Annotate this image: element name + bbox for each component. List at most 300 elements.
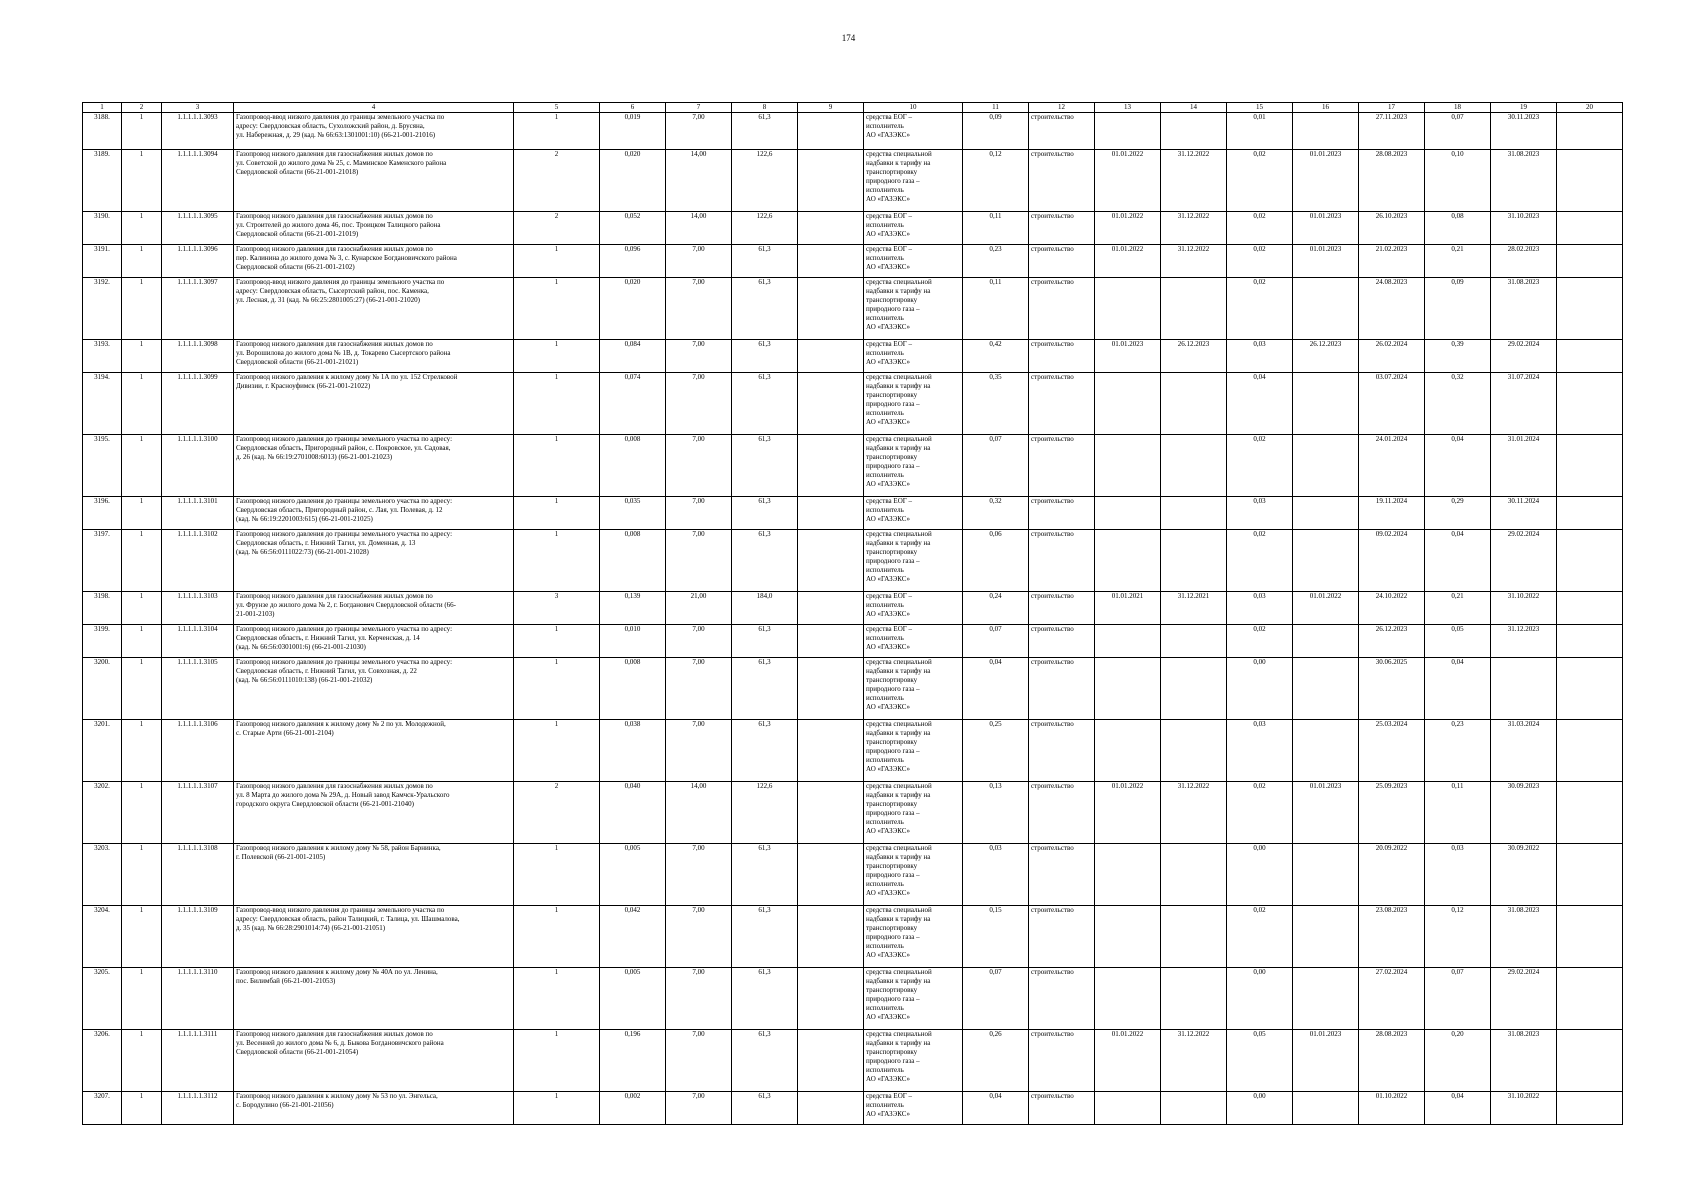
col-20-cell [1557,968,1623,1030]
object-code-cell: 1.1.1.1.1.3101 [162,497,234,530]
col-7-cell: 7,00 [666,625,732,658]
col-6-cell: 0,008 [600,530,666,592]
col-7-cell: 14,00 [666,782,732,844]
col-11-cell: 0,15 [963,906,1029,968]
col-18-cell: 0,39 [1425,340,1491,373]
col-20-cell [1557,720,1623,782]
col-2-cell: 1 [122,1030,162,1092]
col-20-cell [1557,435,1623,497]
col-17-cell: 09.02.2024 [1359,530,1425,592]
col-7-cell: 7,00 [666,497,732,530]
col-13-cell: 01.01.2022 [1095,1030,1161,1092]
col-6-cell: 0,002 [600,1092,666,1125]
col-13-cell [1095,720,1161,782]
col-8-cell: 61,3 [732,497,798,530]
col-16-cell [1293,435,1359,497]
table-row [83,150,1623,212]
col-8-cell: 61,3 [732,1030,798,1092]
work-type-cell: строительство [1029,844,1095,906]
col-14-cell: 31.12.2022 [1161,782,1227,844]
col-18-cell: 0,03 [1425,844,1491,906]
col-19-cell: 31.10.2022 [1491,592,1557,625]
col-14-cell [1161,1092,1227,1125]
col-8-cell: 61,3 [732,113,798,150]
row-number-cell: 3195. [83,435,122,497]
col-5-cell: 1 [514,1092,600,1125]
col-2-cell: 1 [122,906,162,968]
col-13-cell [1095,844,1161,906]
col-14-cell: 31.12.2022 [1161,150,1227,212]
col-7-cell: 14,00 [666,212,732,245]
col-15-cell: 0,02 [1227,150,1293,212]
column-header-10: 10 [864,103,963,113]
col-5-cell: 1 [514,245,600,278]
col-14-cell [1161,906,1227,968]
col-2-cell: 1 [122,658,162,720]
col-2-cell: 1 [122,530,162,592]
col-20-cell [1557,906,1623,968]
object-code-cell: 1.1.1.1.1.3093 [162,113,234,150]
col-19-cell: 31.08.2023 [1491,150,1557,212]
col-6-cell: 0,008 [600,658,666,720]
col-8-cell: 61,3 [732,245,798,278]
col-5-cell: 2 [514,150,600,212]
col-16-cell [1293,530,1359,592]
work-type-cell: строительство [1029,658,1095,720]
col-8-cell: 122,6 [732,212,798,245]
col-20-cell [1557,150,1623,212]
object-code-cell: 1.1.1.1.1.3095 [162,212,234,245]
col-13-cell [1095,658,1161,720]
row-number-cell: 3191. [83,245,122,278]
col-6-cell: 0,008 [600,435,666,497]
col-16-cell: 01.01.2023 [1293,782,1359,844]
col-15-cell: 0,03 [1227,720,1293,782]
column-header-20: 20 [1557,103,1623,113]
col-11-cell: 0,42 [963,340,1029,373]
funding-source-cell: средства специальной надбавки к тарифу на транспортировку природного газа – исполнитель АО «ГАЗЭКС» [864,906,963,968]
object-name-cell: Газопровод низкого давления до границы земельного участка по адресу: Свердловская область, Пригородный район, с. Покровское, ул. Садовая, д. 26 (кад. № 66:19:2701008:6013) (66-21-001-21023) [234,435,514,497]
col-13-cell: 01.01.2022 [1095,150,1161,212]
column-header-4: 4 [234,103,514,113]
col-5-cell: 1 [514,278,600,340]
col-16-cell [1293,278,1359,340]
funding-source-cell: средства ЕОГ – исполнитель АО «ГАЗЭКС» [864,212,963,245]
col-17-cell: 26.12.2023 [1359,625,1425,658]
object-name-cell: Газопровод-ввод низкого давления до границы земельного участка по адресу: Свердловская область, Сысертский район, пос. Каменка, ул. Лесная, д. 31 (кад. № 66:25:2801005:27) (66-21-001-21020) [234,278,514,340]
col-19-cell: 31.12.2023 [1491,625,1557,658]
col-11-cell: 0,09 [963,113,1029,150]
col-6-cell: 0,139 [600,592,666,625]
col-16-cell [1293,720,1359,782]
col-8-cell: 61,3 [732,906,798,968]
col-2-cell: 1 [122,968,162,1030]
col-15-cell: 0,02 [1227,530,1293,592]
col-15-cell: 0,02 [1227,906,1293,968]
col-8-cell: 184,0 [732,592,798,625]
object-code-cell: 1.1.1.1.1.3112 [162,1092,234,1125]
table-row [83,435,1623,497]
col-18-cell: 0,04 [1425,530,1491,592]
col-15-cell: 0,03 [1227,497,1293,530]
row-number-cell: 3199. [83,625,122,658]
col-14-cell [1161,113,1227,150]
col-16-cell: 01.01.2023 [1293,212,1359,245]
col-19-cell: 30.11.2023 [1491,113,1557,150]
column-number-row [83,103,1623,113]
col-16-cell [1293,658,1359,720]
funding-source-cell: средства ЕОГ – исполнитель АО «ГАЗЭКС» [864,1092,963,1125]
col-13-cell [1095,968,1161,1030]
col-18-cell: 0,04 [1425,1092,1491,1125]
col-6-cell: 0,196 [600,1030,666,1092]
col-9-cell [798,530,864,592]
col-11-cell: 0,06 [963,530,1029,592]
col-2-cell: 1 [122,592,162,625]
col-20-cell [1557,373,1623,435]
col-7-cell: 7,00 [666,278,732,340]
col-17-cell: 19.11.2024 [1359,497,1425,530]
col-18-cell: 0,21 [1425,592,1491,625]
col-11-cell: 0,07 [963,625,1029,658]
funding-source-cell: средства специальной надбавки к тарифу на транспортировку природного газа – исполнитель АО «ГАЗЭКС» [864,968,963,1030]
col-17-cell: 23.08.2023 [1359,906,1425,968]
row-number-cell: 3188. [83,113,122,150]
col-9-cell [798,497,864,530]
col-6-cell: 0,019 [600,113,666,150]
work-type-cell: строительство [1029,340,1095,373]
funding-source-cell: средства специальной надбавки к тарифу на транспортировку природного газа – исполнитель АО «ГАЗЭКС» [864,720,963,782]
col-16-cell: 01.01.2022 [1293,592,1359,625]
col-19-cell: 31.10.2023 [1491,212,1557,245]
col-9-cell [798,720,864,782]
col-8-cell: 61,3 [732,968,798,1030]
row-number-cell: 3202. [83,782,122,844]
col-8-cell: 61,3 [732,658,798,720]
col-15-cell: 0,02 [1227,212,1293,245]
col-7-cell: 14,00 [666,150,732,212]
col-17-cell: 24.08.2023 [1359,278,1425,340]
col-15-cell: 0,04 [1227,373,1293,435]
col-2-cell: 1 [122,1092,162,1125]
col-17-cell: 26.10.2023 [1359,212,1425,245]
col-13-cell [1095,278,1161,340]
col-14-cell [1161,373,1227,435]
col-11-cell: 0,07 [963,435,1029,497]
col-5-cell: 2 [514,212,600,245]
col-2-cell: 1 [122,245,162,278]
work-type-cell: строительство [1029,278,1095,340]
column-header-18: 18 [1425,103,1491,113]
col-13-cell [1095,625,1161,658]
col-5-cell: 2 [514,782,600,844]
work-type-cell: строительство [1029,625,1095,658]
row-number-cell: 3192. [83,278,122,340]
col-19-cell: 31.10.2022 [1491,1092,1557,1125]
col-9-cell [798,245,864,278]
col-11-cell: 0,12 [963,150,1029,212]
col-16-cell: 01.01.2023 [1293,150,1359,212]
col-17-cell: 26.02.2024 [1359,340,1425,373]
col-7-cell: 7,00 [666,968,732,1030]
table-row [83,1030,1623,1092]
col-18-cell: 0,21 [1425,245,1491,278]
work-type-cell: строительство [1029,212,1095,245]
col-19-cell: 31.08.2023 [1491,906,1557,968]
col-19-cell: 28.02.2023 [1491,245,1557,278]
col-20-cell [1557,592,1623,625]
col-17-cell: 28.08.2023 [1359,150,1425,212]
col-16-cell [1293,113,1359,150]
object-name-cell: Газопровод низкого давления к жилому дому № 40А по ул. Ленина, пос. Билимбай (66-21-001-21053) [234,968,514,1030]
object-name-cell: Газопровод низкого давления к жилому дому № 58, район Барнинка, г. Полевской (66-21-001-2105) [234,844,514,906]
table-row [83,278,1623,340]
funding-source-cell: средства специальной надбавки к тарифу на транспортировку природного газа – исполнитель АО «ГАЗЭКС» [864,782,963,844]
col-11-cell: 0,25 [963,720,1029,782]
col-17-cell: 03.07.2024 [1359,373,1425,435]
col-14-cell [1161,844,1227,906]
col-5-cell: 1 [514,720,600,782]
col-13-cell: 01.01.2022 [1095,782,1161,844]
col-8-cell: 122,6 [732,782,798,844]
table-row [83,968,1623,1030]
column-header-14: 14 [1161,103,1227,113]
col-5-cell: 1 [514,497,600,530]
object-code-cell: 1.1.1.1.1.3106 [162,720,234,782]
col-15-cell: 0,00 [1227,658,1293,720]
col-17-cell: 25.03.2024 [1359,720,1425,782]
funding-source-cell: средства ЕОГ – исполнитель АО «ГАЗЭКС» [864,113,963,150]
row-number-cell: 3203. [83,844,122,906]
col-9-cell [798,782,864,844]
column-header-17: 17 [1359,103,1425,113]
col-2-cell: 1 [122,278,162,340]
col-8-cell: 61,3 [732,720,798,782]
funding-source-cell: средства специальной надбавки к тарифу на транспортировку природного газа – исполнитель АО «ГАЗЭКС» [864,373,963,435]
column-header-19: 19 [1491,103,1557,113]
funding-source-cell: средства специальной надбавки к тарифу на транспортировку природного газа – исполнитель АО «ГАЗЭКС» [864,150,963,212]
object-code-cell: 1.1.1.1.1.3108 [162,844,234,906]
col-6-cell: 0,040 [600,782,666,844]
col-5-cell: 1 [514,625,600,658]
work-type-cell: строительство [1029,150,1095,212]
row-number-cell: 3197. [83,530,122,592]
object-code-cell: 1.1.1.1.1.3094 [162,150,234,212]
col-14-cell [1161,625,1227,658]
col-7-cell: 7,00 [666,720,732,782]
col-16-cell: 01.01.2023 [1293,1030,1359,1092]
col-7-cell: 7,00 [666,844,732,906]
object-code-cell: 1.1.1.1.1.3105 [162,658,234,720]
object-name-cell: Газопровод низкого давления для газоснабжения жилых домов по ул. Ворошилова до жилого дома № 1В, д. Токарево Сысертского района Свердловской области (66-21-001-21021) [234,340,514,373]
col-2-cell: 1 [122,625,162,658]
col-20-cell [1557,530,1623,592]
table-row [83,592,1623,625]
col-17-cell: 25.09.2023 [1359,782,1425,844]
col-9-cell [798,1092,864,1125]
col-13-cell [1095,1092,1161,1125]
col-14-cell: 31.12.2022 [1161,1030,1227,1092]
col-17-cell: 27.02.2024 [1359,968,1425,1030]
col-19-cell: 30.11.2024 [1491,497,1557,530]
col-9-cell [798,373,864,435]
col-9-cell [798,658,864,720]
col-8-cell: 122,6 [732,150,798,212]
col-19-cell: 29.02.2024 [1491,340,1557,373]
col-11-cell: 0,03 [963,844,1029,906]
col-11-cell: 0,04 [963,658,1029,720]
col-15-cell: 0,00 [1227,844,1293,906]
column-header-5: 5 [514,103,600,113]
column-header-3: 3 [162,103,234,113]
col-7-cell: 7,00 [666,435,732,497]
col-14-cell: 31.12.2022 [1161,212,1227,245]
col-19-cell: 31.08.2023 [1491,1030,1557,1092]
work-type-cell: строительство [1029,113,1095,150]
object-code-cell: 1.1.1.1.1.3096 [162,245,234,278]
col-17-cell: 28.08.2023 [1359,1030,1425,1092]
row-number-cell: 3206. [83,1030,122,1092]
column-header-7: 7 [666,103,732,113]
table-row [83,497,1623,530]
col-20-cell [1557,782,1623,844]
col-7-cell: 7,00 [666,113,732,150]
col-15-cell: 0,03 [1227,592,1293,625]
col-16-cell [1293,373,1359,435]
object-code-cell: 1.1.1.1.1.3110 [162,968,234,1030]
col-20-cell [1557,844,1623,906]
col-9-cell [798,968,864,1030]
col-15-cell: 0,02 [1227,435,1293,497]
col-9-cell [798,1030,864,1092]
work-type-cell: строительство [1029,1030,1095,1092]
table-row [83,212,1623,245]
row-number-cell: 3207. [83,1092,122,1125]
col-7-cell: 7,00 [666,1030,732,1092]
col-13-cell [1095,497,1161,530]
col-9-cell [798,906,864,968]
col-2-cell: 1 [122,113,162,150]
col-9-cell [798,435,864,497]
work-type-cell: строительство [1029,245,1095,278]
col-20-cell [1557,113,1623,150]
col-20-cell [1557,497,1623,530]
funding-source-cell: средства специальной надбавки к тарифу на транспортировку природного газа – исполнитель АО «ГАЗЭКС» [864,530,963,592]
col-19-cell: 31.03.2024 [1491,720,1557,782]
col-9-cell [798,212,864,245]
object-name-cell: Газопровод низкого давления к жилому дому № 53 по ул. Энгельса, с. Бородулино (66-21-001-21056) [234,1092,514,1125]
col-15-cell: 0,02 [1227,625,1293,658]
col-11-cell: 0,35 [963,373,1029,435]
work-type-cell: строительство [1029,497,1095,530]
work-type-cell: строительство [1029,720,1095,782]
object-code-cell: 1.1.1.1.1.3109 [162,906,234,968]
col-13-cell [1095,906,1161,968]
col-20-cell [1557,278,1623,340]
col-8-cell: 61,3 [732,844,798,906]
funding-source-cell: средства ЕОГ – исполнитель АО «ГАЗЭКС» [864,340,963,373]
col-18-cell: 0,07 [1425,113,1491,150]
investment-table [82,102,1623,1125]
col-18-cell: 0,08 [1425,212,1491,245]
col-14-cell [1161,720,1227,782]
col-18-cell: 0,29 [1425,497,1491,530]
col-14-cell [1161,530,1227,592]
col-6-cell: 0,020 [600,278,666,340]
col-18-cell: 0,32 [1425,373,1491,435]
funding-source-cell: средства ЕОГ – исполнитель АО «ГАЗЭКС» [864,625,963,658]
col-17-cell: 30.06.2025 [1359,658,1425,720]
col-13-cell [1095,113,1161,150]
col-13-cell [1095,373,1161,435]
work-type-cell: строительство [1029,435,1095,497]
object-name-cell: Газопровод низкого давления до границы земельного участка по адресу: Свердловская область, г. Нижний Тагил, ул. Доменная, д. 13 (кад. № 66:56:0111022:73) (66-21-001-21028) [234,530,514,592]
table-row [83,340,1623,373]
col-2-cell: 1 [122,150,162,212]
work-type-cell: строительство [1029,968,1095,1030]
column-header-12: 12 [1029,103,1095,113]
col-6-cell: 0,096 [600,245,666,278]
work-type-cell: строительство [1029,373,1095,435]
table-row [83,530,1623,592]
col-13-cell: 01.01.2022 [1095,245,1161,278]
object-name-cell: Газопровод низкого давления для газоснабжения жилых домов по ул. Фрунзе до жилого дома № 2, г. Богданович Свердловской области (66- 21-001-2103) [234,592,514,625]
col-2-cell: 1 [122,720,162,782]
row-number-cell: 3189. [83,150,122,212]
col-16-cell [1293,844,1359,906]
col-15-cell: 0,03 [1227,340,1293,373]
col-20-cell [1557,245,1623,278]
col-15-cell: 0,00 [1227,968,1293,1030]
col-2-cell: 1 [122,782,162,844]
col-19-cell: 31.07.2024 [1491,373,1557,435]
col-14-cell: 26.12.2023 [1161,340,1227,373]
column-header-9: 9 [798,103,864,113]
col-14-cell: 31.12.2021 [1161,592,1227,625]
col-11-cell: 0,07 [963,968,1029,1030]
col-16-cell [1293,497,1359,530]
col-16-cell [1293,625,1359,658]
col-17-cell: 01.10.2022 [1359,1092,1425,1125]
col-7-cell: 7,00 [666,530,732,592]
col-2-cell: 1 [122,373,162,435]
col-14-cell: 31.12.2022 [1161,245,1227,278]
col-15-cell: 0,02 [1227,782,1293,844]
col-14-cell [1161,658,1227,720]
col-5-cell: 1 [514,340,600,373]
col-7-cell: 7,00 [666,658,732,720]
col-8-cell: 61,3 [732,278,798,340]
col-11-cell: 0,04 [963,1092,1029,1125]
col-9-cell [798,278,864,340]
col-8-cell: 61,3 [732,340,798,373]
col-18-cell: 0,11 [1425,782,1491,844]
funding-source-cell: средства ЕОГ – исполнитель АО «ГАЗЭКС» [864,497,963,530]
object-name-cell: Газопровод низкого давления до границы земельного участка по адресу: Свердловская область, Пригородный район, с. Лая, ул. Полевая, д. 12 (кад. № 66:19:2201003:615) (66-21-001-21025) [234,497,514,530]
col-15-cell: 0,01 [1227,113,1293,150]
col-20-cell [1557,658,1623,720]
object-code-cell: 1.1.1.1.1.3107 [162,782,234,844]
col-19-cell: 31.08.2023 [1491,278,1557,340]
object-name-cell: Газопровод низкого давления для газоснабжения жилых домов по пер. Калинина до жилого дома № 3, с. Кунарское Богдановичского района Свердловской области (66-21-001-2102) [234,245,514,278]
object-name-cell: Газопровод низкого давления для газоснабжения жилых домов по ул. Строителей до жилого дома 46, пос. Троицком Талицкого района Свердловской области (66-21-001-21019) [234,212,514,245]
object-name-cell: Газопровод низкого давления до границы земельного участка по адресу: Свердловская область, г. Нижний Тагил, ул. Совхозная, д. 22 (кад. № 66:56:0111010:138) (66-21-001-21032) [234,658,514,720]
table-row [83,658,1623,720]
col-11-cell: 0,26 [963,1030,1029,1092]
funding-source-cell: средства специальной надбавки к тарифу на транспортировку природного газа – исполнитель АО «ГАЗЭКС» [864,435,963,497]
row-number-cell: 3201. [83,720,122,782]
column-header-11: 11 [963,103,1029,113]
